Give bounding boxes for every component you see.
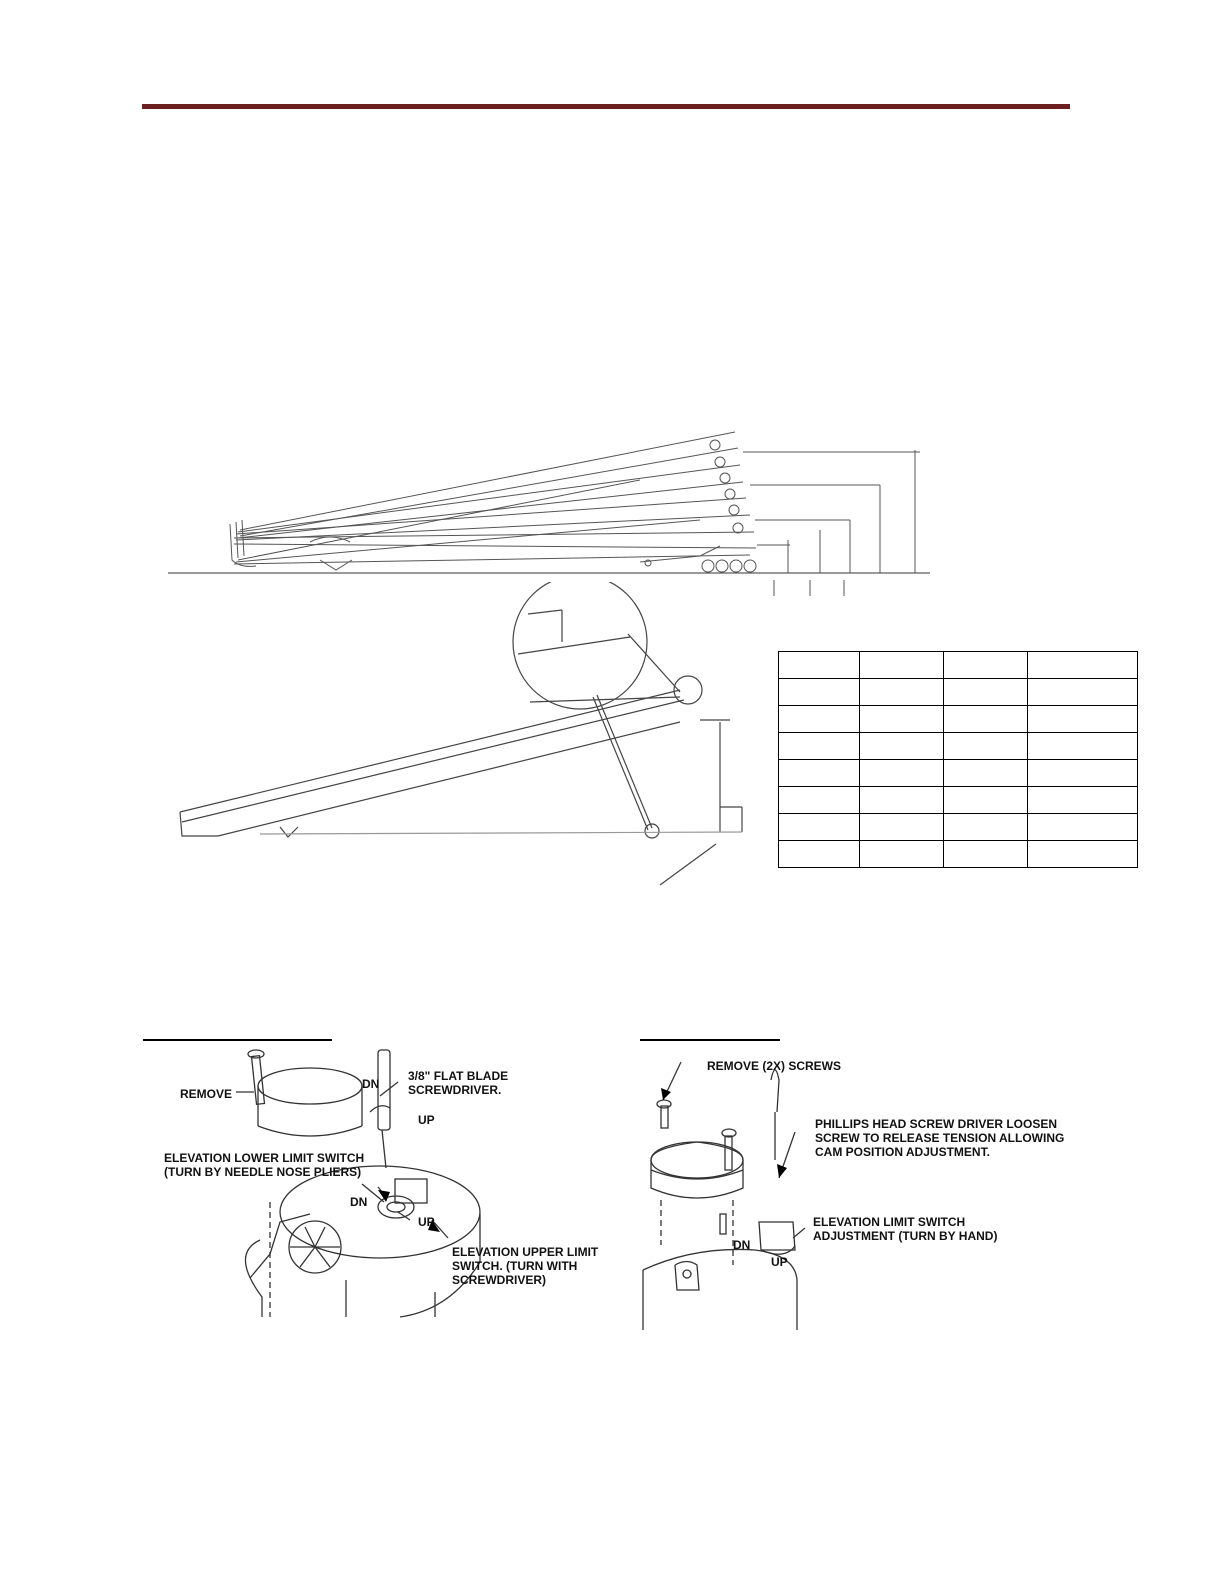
table-row: [779, 679, 1138, 706]
table-row: [779, 733, 1138, 760]
label-phillips-line1: PHILLIPS HEAD SCREW DRIVER LOOSEN: [815, 1117, 1058, 1131]
table-cell: [1028, 679, 1138, 706]
table-cell: [860, 787, 944, 814]
incline-positions-drawing: [160, 420, 940, 600]
table-cell: [779, 787, 860, 814]
label-remove: REMOVE: [180, 1087, 233, 1101]
incline-spec-table: [778, 651, 1138, 868]
label-upper-switch-line2: SWITCH. (TURN WITH: [452, 1259, 578, 1273]
table-cell: [860, 706, 944, 733]
table-cell: [779, 679, 860, 706]
limit-switch-figure-right: [635, 1050, 1065, 1335]
table-cell: [779, 733, 860, 760]
table-row: [779, 760, 1138, 787]
table-cell: [1028, 706, 1138, 733]
table-cell: [860, 733, 944, 760]
table-cell: [860, 841, 944, 868]
label-screwdriver-line2: SCREWDRIVER.: [408, 1083, 502, 1097]
limit-switch-figure-left: [150, 1042, 620, 1327]
table-cell: [944, 841, 1028, 868]
table-cell: [779, 760, 860, 787]
table-cell: [1028, 787, 1138, 814]
label-adjust-line2: ADJUSTMENT (TURN BY HAND): [813, 1229, 998, 1243]
label-up-switch: UP: [418, 1215, 435, 1229]
table-cell: [779, 706, 860, 733]
table-cell: [779, 814, 860, 841]
section-rule-right: [640, 1039, 780, 1041]
table-cell: [1028, 841, 1138, 868]
table-cell: [944, 733, 1028, 760]
table-cell: [779, 652, 860, 679]
label-up: UP: [771, 1255, 788, 1269]
label-up: UP: [418, 1113, 435, 1127]
table-row: [779, 652, 1138, 679]
table-cell: [779, 841, 860, 868]
table-cell: [944, 787, 1028, 814]
table-row: [779, 814, 1138, 841]
table-cell: [860, 760, 944, 787]
table-cell: [1028, 760, 1138, 787]
table-cell: [944, 679, 1028, 706]
table-cell: [944, 706, 1028, 733]
table-cell: [860, 679, 944, 706]
table-row: [779, 787, 1138, 814]
label-upper-switch-line3: SCREWDRIVER): [452, 1273, 547, 1287]
table-cell: [860, 814, 944, 841]
table-cell: [1028, 652, 1138, 679]
table-cell: [860, 652, 944, 679]
table-cell: [1028, 733, 1138, 760]
label-lower-switch-line1: ELEVATION LOWER LIMIT SWITCH: [164, 1151, 365, 1165]
label-phillips-line2: SCREW TO RELEASE TENSION ALLOWING: [815, 1131, 1065, 1145]
label-dn: DN: [733, 1238, 751, 1252]
label-dn-switch: DN: [350, 1195, 368, 1209]
section-rule-left: [143, 1039, 332, 1041]
label-phillips-line3: CAM POSITION ADJUSTMENT.: [815, 1145, 990, 1159]
label-adjust-line1: ELEVATION LIMIT SWITCH: [813, 1215, 966, 1229]
label-upper-switch-line1: ELEVATION UPPER LIMIT: [452, 1245, 599, 1259]
label-dn: DN: [362, 1077, 380, 1091]
label-lower-switch-line2: (TURN BY NEEDLE NOSE PLIERS): [164, 1165, 362, 1179]
table-row: [779, 706, 1138, 733]
header-rule: [142, 104, 1070, 109]
table-row: [779, 841, 1138, 868]
label-remove-screws: REMOVE (2X) SCREWS: [707, 1059, 842, 1073]
table-cell: [944, 652, 1028, 679]
label-screwdriver-line1: 3/8" FLAT BLADE: [408, 1069, 509, 1083]
table-cell: [944, 760, 1028, 787]
table-cell: [1028, 814, 1138, 841]
table-cell: [944, 814, 1028, 841]
max-incline-drawing: [160, 582, 760, 887]
